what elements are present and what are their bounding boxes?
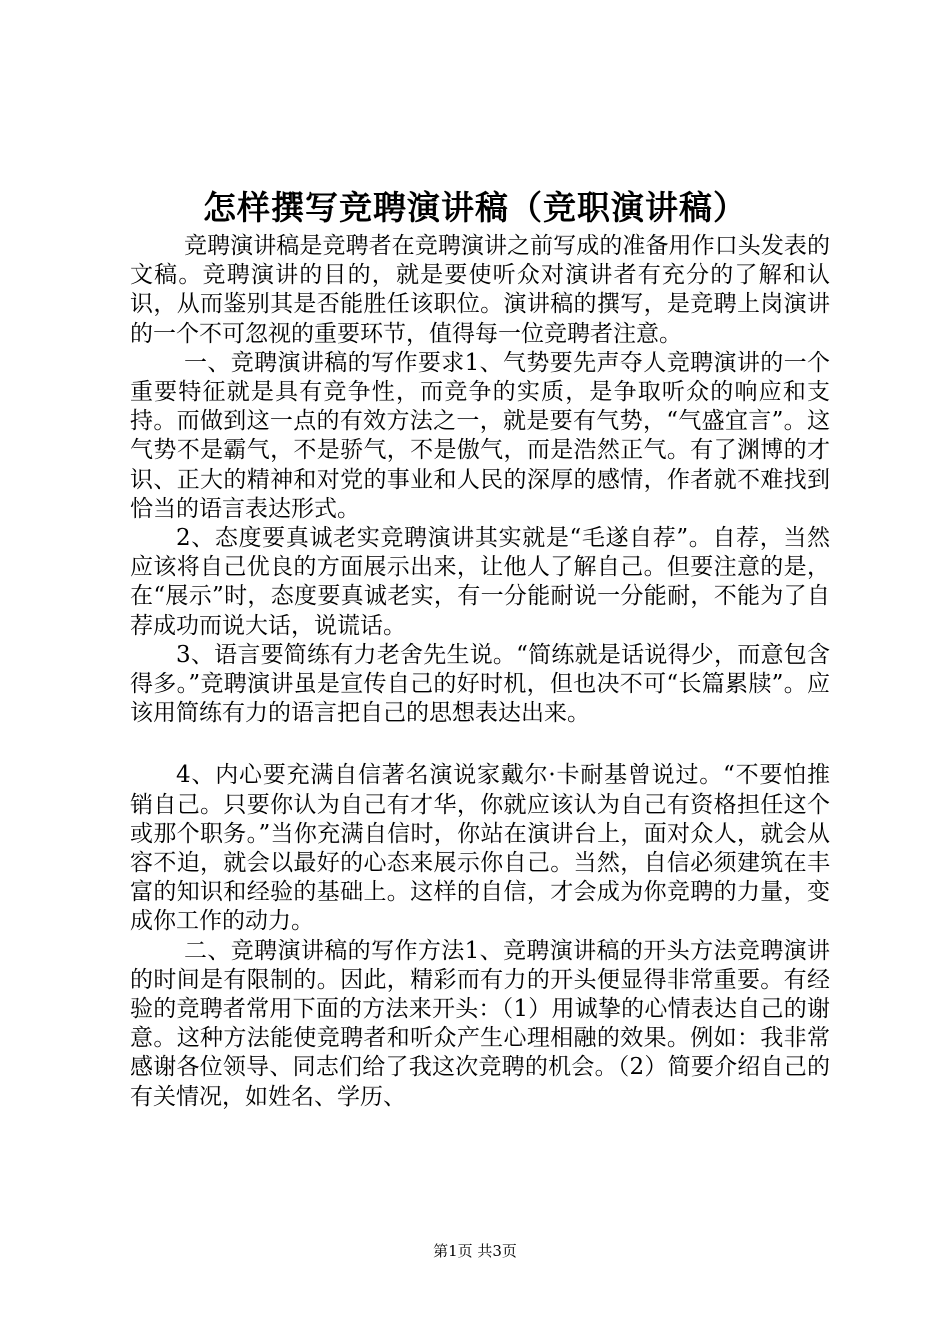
paragraph-spacer: [130, 728, 830, 761]
paragraph-section-one: 一、竞聘演讲稿的写作要求1、气势要先声夺人竞聘演讲的一个重要特征就是具有竞争性，而竞争的实质，是争取听众的响应和支持。而做到这一点的有效方法之一，就是要有气势，“气盛宜言”。这气势不是霸气，不是骄气，不是傲气，而是浩然正气。有了渊博的才识、正大的精神和对党的事业和人民的深厚的感情，作者就不难找到恰当的语言表达形式。: [130, 349, 830, 522]
document-body: [130, 232, 830, 1112]
page-number: 第1页 共3页: [433, 1242, 517, 1260]
paragraph-point-two: 2、态度要真诚老实竞聘演讲其实就是“毛遂自荐”。自荐，当然应该将自己优良的方面展示出来，让他人了解自己。但要注意的是，在“展示”时，态度要真诚老实，有一分能耐说一分能耐，不能为了自荐成功而说大话，说谎话。: [130, 525, 830, 639]
paragraph-section-two: 二、竞聘演讲稿的写作方法1、竞聘演讲稿的开头方法竞聘演讲的时间是有限制的。因此，精彩而有力的开头便显得非常重要。有经验的竞聘者常用下面的方法来开头：（1）用诚挚的心情表达自己的谢意。这种方法能使竞聘者和听众产生心理相融的效果。例如：我非常感谢各位领导、同志们给了我这次竞聘的机会。（2）简要介绍自己的有关情况，如姓名、学历、: [130, 937, 830, 1110]
paragraph-intro: 竞聘演讲稿是竞聘者在竞聘演讲之前写成的准备用作口头发表的文稿。竞聘演讲的目的，就是要使听众对演讲者有充分的了解和认识，从而鉴别其是否能胜任该职位。演讲稿的撰写，是竞聘上岗演讲的一个不可忽视的重要环节，值得每一位竞聘者注意。: [130, 233, 830, 347]
paragraph-point-four: 4、内心要充满自信著名演说家戴尔·卡耐基曾说过。“不要怕推销自己。只要你认为自己有才华，你就应该认为自己有资格担任这个或那个职务。”当你充满自信时，你站在演讲台上，面对众人，就会从容不迫，就会以最好的心态来展示你自己。当然，自信必须建筑在丰富的知识和经验的基础上。这样的自信，才会成为你竞聘的力量，变成你工作的动力。: [130, 762, 830, 935]
document-title: 怎样撰写竞聘演讲稿（竞职演讲稿）: [203, 188, 747, 227]
paragraph-point-three: 3、语言要简练有力老舍先生说。“简练就是话说得少，而意包含得多。”竞聘演讲虽是宣传自己的好时机，但也决不可“长篇累牍”。应该用简练有力的语言把自己的思想表达出来。: [130, 641, 830, 727]
